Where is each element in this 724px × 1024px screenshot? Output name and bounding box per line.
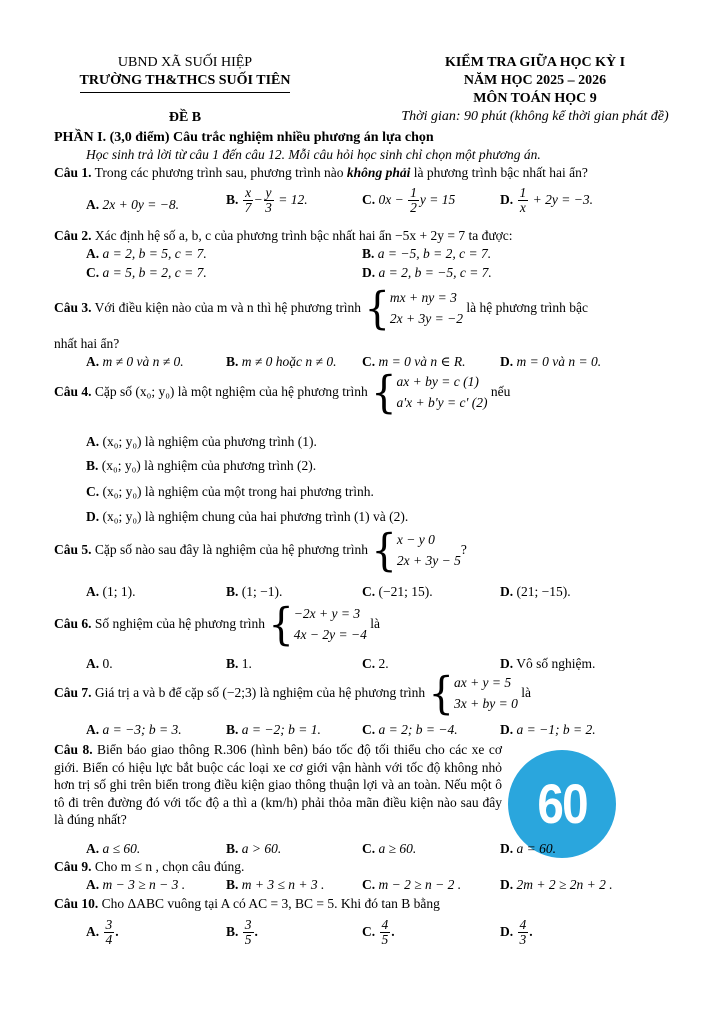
speed-sign-image: 60 [508, 750, 616, 858]
q5-option-c[interactable]: C. (−21; 15). [362, 584, 433, 599]
q9-option-b[interactable]: B. m + 3 ≤ n + 3 . [226, 877, 325, 892]
q5-option-d[interactable]: D. (21; −15). [500, 584, 571, 599]
q4-option-d[interactable]: D. (x₀; y₀) là nghiệm chung của hai phương trình (1) và (2). [86, 509, 409, 524]
q6-system: { −2x + y = 3 4x − 2y = −4 [268, 599, 367, 651]
q7-option-a[interactable]: A. a = −3; b = 3. [86, 722, 182, 737]
q2-option-a[interactable]: A. a = 2, b = 5, c = 7. [86, 246, 207, 261]
school-year: NĂM HỌC 2025 – 2026 [463, 72, 607, 88]
part1-title: PHẦN I. (3,0 điểm) Câu trắc nghiệm nhiều phương án lựa chọn [54, 130, 434, 145]
q10-option-a[interactable]: A. $\frac{3}{4}$ . [86, 917, 119, 948]
q5-option-a[interactable]: A. (1; 1). [86, 584, 136, 599]
q3-system: { mx + ny = 3 2x + 3y = −2 [364, 283, 463, 335]
subject: MÔN TOÁN HỌC 9 [473, 90, 597, 106]
q1-option-a[interactable]: A. 2x + 0y = −8. [86, 197, 179, 212]
question-2: Câu 2. Xác định hệ số a, b, c của phương trình bậc nhất hai ẩn −5x + 2y = 7 ta được: [54, 228, 513, 243]
school-name: TRƯỜNG TH&THCS SUỐI TIÊN [60, 72, 310, 93]
q3-option-a[interactable]: A. m ≠ 0 và n ≠ 0. [86, 354, 184, 369]
exam-code: ĐỀ B [168, 109, 202, 125]
q10-option-c[interactable]: C. $\frac{4}{5}$ . [362, 917, 395, 948]
q2-option-c[interactable]: C. a = 5, b = 2, c = 7. [86, 265, 207, 280]
q9-option-a[interactable]: A. m − 3 ≥ n − 3 . [86, 877, 186, 892]
q4-option-b[interactable]: B. (x₀; y₀) là nghiệm của phương trình (2). [86, 458, 317, 473]
q10-option-b[interactable]: B. $\frac{3}{5}$ . [226, 917, 258, 948]
q7-system: { ax + y = 5 3x + by = 0 [428, 668, 518, 720]
q1-option-c[interactable]: C. 0x − $\frac{1}{2}$ y = 15 [362, 185, 456, 216]
question-3-cont: nhất hai ẩn? [54, 336, 120, 351]
q7-option-c[interactable]: C. a = 2; b = −4. [362, 722, 458, 737]
q8-option-a[interactable]: A. a ≤ 60. [86, 841, 141, 856]
exam-header [370, 54, 700, 126]
question-10: Câu 10. Cho ΔABC vuông tại A có AC = 3, BC = 5. Khi đó tan B bằng [54, 896, 440, 911]
q4-option-a[interactable]: A. (x₀; y₀) là nghiệm của phương trình (1). [86, 434, 317, 449]
q9-option-d[interactable]: D. 2m + 2 ≥ 2n + 2 . [500, 877, 613, 892]
q4-option-c[interactable]: C. (x₀; y₀) là nghiệm của một trong hai phương trình. [86, 484, 374, 499]
question-4: Câu 4. Cặp số (x₀; y₀) là một nghiệm của hệ phương trình { ax + by = c (1) a'x + b'y = c' (2) nếu [54, 367, 511, 419]
question-6: Câu 6. Số nghiệm của hệ phương trình { −2x + y = 3 4x − 2y = −4 là [54, 599, 380, 651]
q7-option-b[interactable]: B. a = −2; b = 1. [226, 722, 321, 737]
q6-option-a[interactable]: A. 0. [86, 656, 113, 671]
school-header [60, 54, 310, 127]
q1-option-b[interactable]: B. $\frac{x}{7}$ − $\frac{y}{3}$ = 12. [226, 185, 308, 216]
q6-option-d[interactable]: D. Vô số nghiệm. [500, 656, 596, 671]
q6-option-b[interactable]: B. 1. [226, 656, 252, 671]
q3-option-b[interactable]: B. m ≠ 0 hoặc n ≠ 0. [226, 354, 337, 369]
q2-option-d[interactable]: D. a = 2, b = −5, c = 7. [362, 265, 492, 280]
q8-option-d[interactable]: D. a = 60. [500, 841, 556, 856]
q5-option-b[interactable]: B. (1; −1). [226, 584, 283, 599]
q9-option-c[interactable]: C. m − 2 ≥ n − 2 . [362, 877, 462, 892]
question-3: Câu 3. Với điều kiện nào của m và n thì hệ phương trình { mx + ny = 3 2x + 3y = −2 là hệ phương trình bậc [54, 283, 589, 335]
q3-option-d[interactable]: D. m = 0 và n = 0. [500, 354, 602, 369]
q7-option-d[interactable]: D. a = −1; b = 2. [500, 722, 596, 737]
q2-option-b[interactable]: B. a = −5, b = 2, c = 7. [362, 246, 492, 261]
q10-option-d[interactable]: D. $\frac{4}{3}$ . [500, 917, 533, 948]
q6-option-c[interactable]: C. 2. [362, 656, 389, 671]
question-7: Câu 7. Giá trị a và b để cặp số (−2;3) là nghiệm của hệ phương trình { ax + y = 5 3x + by = 0 là [54, 668, 532, 720]
q3-option-c[interactable]: C. m = 0 và n ∈ R. [362, 354, 466, 369]
q4-system: { ax + by = c (1) a'x + b'y = c' (2) [371, 367, 488, 419]
district-name: UBND XÃ SUỐI HIỆP [117, 55, 253, 70]
question-1: Câu 1. Trong các phương trình sau, phương trình nào không phải là phương trình bậc nhất hai ẩn? [54, 165, 588, 180]
q1-option-d[interactable]: D. $\frac{1}{x}$ + 2y = −3. [500, 185, 593, 216]
question-8: Câu 8. Biển báo giao thông R.306 (hình bên) báo tốc độ tối thiểu cho các xe cơ giới. Biển có hiệu lực bắt buộc các loại xe cơ giới vận hành với tốc độ không nhỏ hơn trị số ghi trên biển trong điều kiện giao thông thuận lợi và an toàn. Nếu một ô tô đi trên đường đó với tốc độ a thì a (km/h) phải thỏa mãn điều kiện nào sau đây là đúng nhất? [54, 742, 502, 828]
part1-instruction: Học sinh trả lời từ câu 1 đến câu 12. Mỗi câu hỏi học sinh chỉ chọn một phương án. [86, 147, 541, 162]
q5-system: { x − y 0 2x + 3y − 5 [371, 525, 461, 577]
exam-title: KIỂM TRA GIỮA HỌC KỲ I [444, 55, 626, 70]
exam-time: Thời gian: 90 phút (không kể thời gian phát đề) [401, 108, 669, 124]
question-9: Câu 9. Cho m ≤ n , chọn câu đúng. [54, 859, 245, 874]
q8-option-c[interactable]: C. a ≥ 60. [362, 841, 417, 856]
question-5: Câu 5. Cặp số nào sau đây là nghiệm của hệ phương trình { x − y 0 2x + 3y − 5 ? [54, 525, 467, 577]
q8-option-b[interactable]: B. a > 60. [226, 841, 282, 856]
